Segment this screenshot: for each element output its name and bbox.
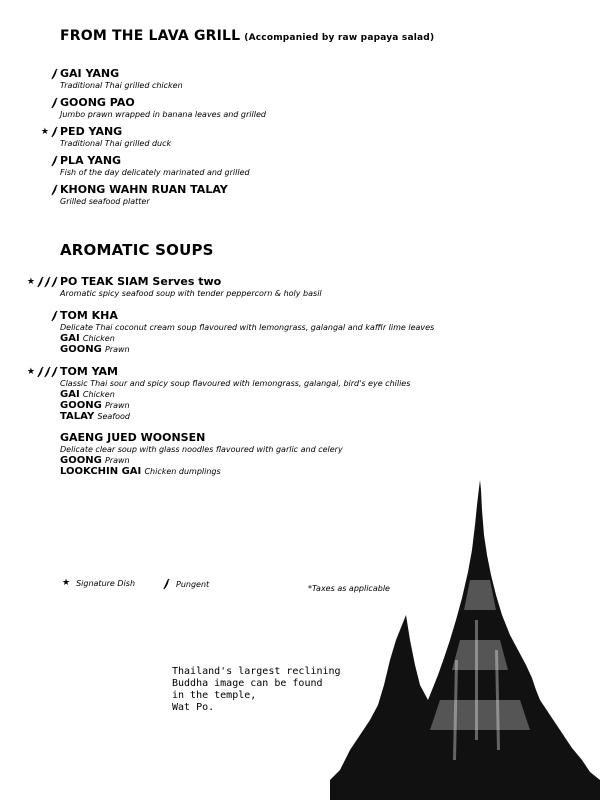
menu-item <box>60 432 580 477</box>
menu-item <box>26 275 580 299</box>
chili-icon <box>51 97 58 109</box>
item-name: GAENG JUED WOONSEN <box>60 431 206 444</box>
item-desc: Grilled seafood platter <box>60 197 150 206</box>
temple-note-line: Wat Po. <box>172 702 215 713</box>
item-name: TOM KHA <box>60 309 118 322</box>
chili-icon <box>51 155 58 167</box>
item-desc: Traditional Thai grilled duck <box>60 139 172 148</box>
item-icons <box>51 155 58 167</box>
chili-icon <box>37 366 44 378</box>
section-title-text: FROM THE LAVA GRILL <box>60 28 241 44</box>
item-option <box>60 466 580 477</box>
legend-signature-label: Signature Dish <box>76 578 136 588</box>
option-desc: Chicken <box>82 334 115 343</box>
temple-note-line: in the temple, <box>172 690 257 701</box>
option-name: GAI <box>60 333 80 344</box>
item-icons <box>41 126 58 138</box>
signature-star-icon: ★ <box>26 277 35 287</box>
menu-item <box>60 184 580 207</box>
signature-star-icon: ★ <box>26 367 35 377</box>
signature-star-icon: ★ <box>40 127 49 137</box>
item-option <box>60 389 580 400</box>
option-desc: Prawn <box>104 456 130 465</box>
item-icons <box>27 366 58 378</box>
signature-star-icon: ★ <box>62 578 71 588</box>
legend-signature <box>62 578 135 588</box>
item-desc: Traditional Thai grilled chicken <box>60 81 183 90</box>
item-name: KHONG WAHN RUAN TALAY <box>60 183 228 196</box>
item-option <box>60 344 580 355</box>
chili-icon <box>51 184 58 196</box>
menu-item <box>40 125 580 149</box>
section-title-text: AROMATIC SOUPS <box>60 241 214 259</box>
temple-silhouette-image <box>320 480 600 800</box>
item-icons <box>51 68 58 80</box>
legend-pungent-label: Pungent <box>176 579 210 589</box>
item-option <box>60 400 580 411</box>
option-desc: Seafood <box>97 412 130 421</box>
option-name: GOONG <box>60 455 102 466</box>
item-name: GAI YANG <box>60 67 120 80</box>
option-name: GOONG <box>60 400 102 411</box>
item-desc: Classic Thai sour and spicy soup flavoured with lemongrass, galangal, bird's eye chilies <box>60 379 411 388</box>
temple-note <box>172 666 341 714</box>
item-desc: Delicate clear soup with glass noodles flavoured with garlic and celery <box>60 445 343 454</box>
item-name: PO TEAK SIAM Serves two <box>60 275 222 288</box>
section-title-aromatic-soups <box>60 241 214 259</box>
legend-pungent <box>163 578 209 590</box>
option-desc: Prawn <box>104 401 130 410</box>
item-icons <box>51 184 58 196</box>
item-name: GOONG PAO <box>60 96 135 109</box>
item-desc: Aromatic spicy seafood soup with tender peppercorn & holy basil <box>60 289 322 298</box>
chili-icon <box>51 366 58 378</box>
item-icons <box>27 276 58 288</box>
item-desc: Fish of the day delicately marinated and grilled <box>60 168 250 177</box>
item-name: PED YANG <box>60 125 123 138</box>
chili-icon <box>51 276 58 288</box>
option-name: LOOKCHIN GAI <box>60 466 142 477</box>
option-desc: Chicken <box>82 390 115 399</box>
temple-note-line: Buddha image can be found <box>172 678 323 689</box>
option-name: GAI <box>60 389 80 400</box>
chili-icon <box>51 126 58 138</box>
item-icons <box>51 310 58 322</box>
chili-icon <box>51 68 58 80</box>
chili-icon <box>44 276 51 288</box>
menu-item <box>60 155 580 178</box>
chili-icon <box>51 310 58 322</box>
option-desc: Chicken dumplings <box>144 467 221 476</box>
option-desc: Prawn <box>104 345 130 354</box>
item-name: PLA YANG <box>60 154 122 167</box>
item-option <box>60 333 580 344</box>
temple-note-line: Thailand's largest reclining <box>172 666 341 677</box>
item-icons <box>51 97 58 109</box>
chili-icon <box>44 366 51 378</box>
item-option <box>60 411 580 422</box>
section-title-lava-grill <box>60 28 434 44</box>
item-name: TOM YAM <box>60 365 119 378</box>
chili-icon <box>163 578 170 590</box>
option-name: TALAY <box>60 411 95 422</box>
taxes-note: *Taxes as applicable <box>308 584 390 593</box>
item-desc: Jumbo prawn wrapped in banana leaves and grilled <box>60 110 266 119</box>
menu-item <box>60 68 580 91</box>
option-name: GOONG <box>60 344 102 355</box>
chili-icon <box>37 276 44 288</box>
menu-item <box>26 365 580 422</box>
item-desc: Delicate Thai coconut cream soup flavoured with lemongrass, galangal and kaffir lime leaves <box>60 323 435 332</box>
item-option <box>60 455 580 466</box>
menu-item <box>60 97 580 120</box>
section-note: (Accompanied by raw papaya salad) <box>244 33 435 43</box>
menu-item <box>60 310 580 355</box>
